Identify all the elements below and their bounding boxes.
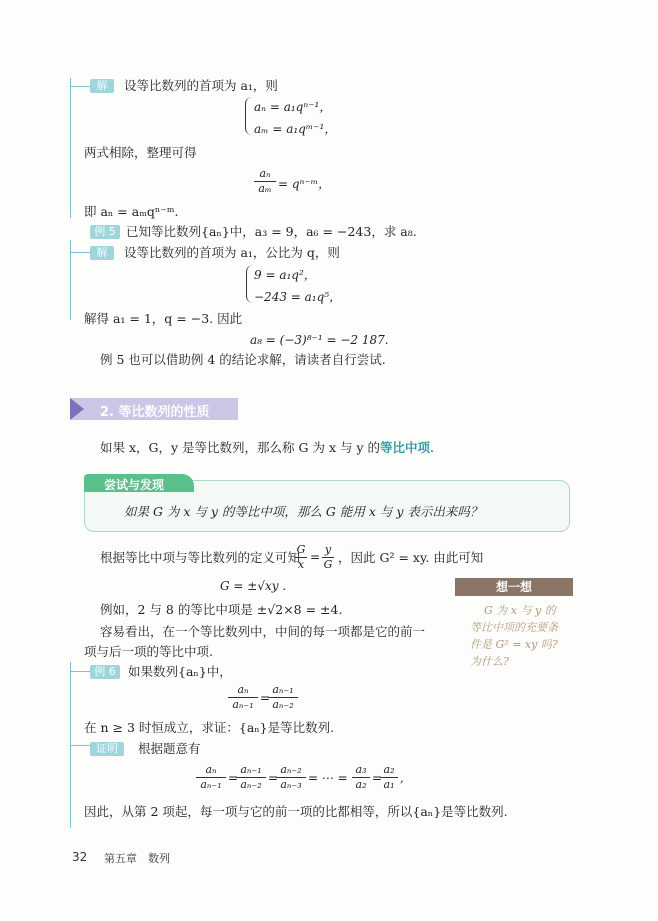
chapter-label: 第五章 数列 [104, 852, 170, 865]
derive-pre: 根据等比中项与等比数列的定义可知 [100, 550, 301, 565]
discover-question: 如果 G 为 x 与 y 的等比中项，那么 G 能用 x 与 y 表示出来吗？ [124, 504, 483, 519]
chain-fraction-5: a₂ a₁ [380, 764, 398, 791]
chain-fraction-4: a₃ a₂ [352, 764, 370, 791]
section-arrow [70, 398, 84, 420]
sol1-eq1: aₙ = a₁qⁿ⁻¹， [254, 100, 332, 114]
derive-example: 例如，2 与 8 的等比中项是 ±√2×8 = ±4. [100, 602, 343, 617]
chain-fraction-3: aₙ₋₂ aₙ₋₃ [276, 764, 306, 791]
brace-1 [245, 97, 252, 135]
geometric-mean-definition [100, 440, 434, 456]
jie-tag-2: 解 [90, 246, 114, 260]
sol1-divide: 两式相除，整理可得 [84, 145, 197, 160]
think-line-2: 等比中项的充要条 [470, 621, 558, 634]
ex5-solved: 解得 a₁ = 1，q = −3. 因此 [84, 311, 243, 326]
fraction-G-over-x: G x [296, 543, 306, 571]
derive-observation-2: 项与后一项的等比中项. [84, 644, 213, 659]
example-6-tag: 例 6 [90, 665, 120, 679]
sol1-result: 即 aₙ = aₘqⁿ⁻ᵐ. [84, 204, 179, 219]
page-number: 32 [72, 850, 88, 864]
think-title: 想一想 [455, 578, 573, 596]
think-line-1: G 为 x 与 y 的 [484, 604, 556, 617]
sol1-eq2: aₘ = a₁qᵐ⁻¹， [254, 122, 337, 136]
ex6-fraction-2: aₙ₋₁ aₙ₋₂ [268, 684, 298, 711]
brace-2 [246, 265, 253, 303]
chain-eq-2: = [268, 771, 279, 785]
rail-cap-top [70, 86, 90, 87]
ex6-problem: 如果数列{aₙ}中， [128, 664, 232, 679]
left-rail-1 [70, 78, 71, 218]
fraction-y-over-G: y G [323, 543, 333, 571]
think-line-4: 为什么? [470, 655, 509, 668]
discover-title: 尝试与发现 [104, 478, 165, 492]
ex5-eq1: 9 = a₁q²， [254, 268, 316, 282]
example-5-tag: 例 5 [90, 225, 120, 239]
derive-observation-1: 容易看出，在一个等比数列中，中间的每一项都是它的前一 [100, 624, 426, 639]
rail-cap-2 [70, 252, 90, 253]
jie-tag: 解 [90, 79, 114, 93]
chain-dots: = ⋯ = [308, 771, 348, 785]
sol1-fraction: aₙ aₘ [254, 168, 276, 195]
derive-result: G = ±√xy . [220, 579, 287, 593]
chain-eq-3: = [372, 771, 383, 785]
def-pre: 如果 x，G，y 是等比数列，那么称 G 为 x 与 y 的 [100, 440, 380, 455]
ex6-condition: 在 n ≥ 3 时恒成立，求证：{aₙ}是等比数列. [84, 720, 335, 735]
sol1-intro: 设等比数列的首项为 a₁，则 [124, 78, 278, 93]
chain-fraction-2: aₙ₋₁ aₙ₋₂ [236, 764, 266, 791]
ex5-eq2: −243 = a₁q⁵， [254, 290, 342, 304]
proof-intro: 根据题意有 [138, 741, 201, 756]
ex5-a8: a₈ = (−3)⁸⁻¹ = −2 187. [250, 333, 389, 347]
ex5-sol-intro: 设等比数列的首项为 a₁，公比为 q，则 [124, 245, 340, 260]
proof-tag: 证明 [90, 742, 124, 756]
ex6-equals: = [260, 691, 271, 705]
chain-comma: , [400, 771, 404, 785]
def-post: . [430, 440, 434, 455]
think-line-3: 件是 G² = xy 吗? [470, 638, 558, 651]
def-term: 等比中项 [379, 440, 430, 455]
chain-fraction-1: aₙ aₙ₋₁ [196, 764, 226, 791]
section-title: 2. 等比数列的性质 [100, 405, 210, 420]
derive-post: ，因此 G² = xy. 由此可知 [338, 550, 484, 565]
ex5-problem: 已知等比数列{aₙ}中，a₃ = 9，a₆ = −243，求 a₈. [126, 224, 417, 239]
ex6-fraction-1: aₙ aₙ₋₁ [228, 684, 258, 711]
ex5-note: 例 5 也可以借助例 4 的结论求解，请读者自行尝试. [100, 352, 386, 367]
chain-eq-1: = [228, 771, 239, 785]
derive-eq: = [310, 550, 321, 564]
rail-cap-3 [70, 671, 90, 672]
rail-cap-4 [70, 745, 90, 746]
proof-conclusion: 因此，从第 2 项起，每一项与它的前一项的比都相等，所以{aₙ}是等比数列. [84, 804, 508, 819]
sol1-frac-rhs: = qⁿ⁻ᵐ， [278, 177, 331, 191]
